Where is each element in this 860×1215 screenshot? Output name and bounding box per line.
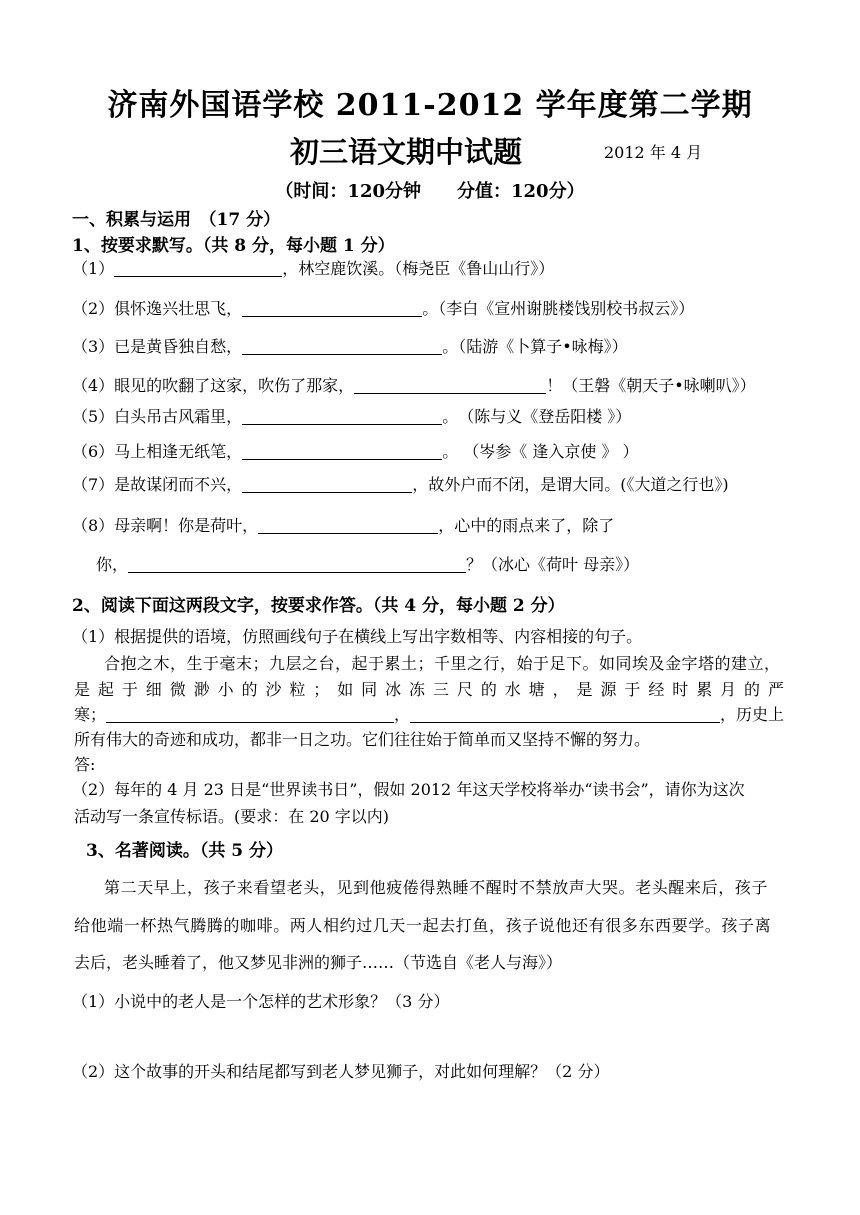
answer-blank[interactable]: [410, 705, 720, 723]
passage-text: 寒；: [74, 705, 107, 724]
passage-text: ，历史上: [720, 705, 785, 724]
item-prefix: 你，: [96, 555, 129, 574]
dictation-item-1: [72, 256, 554, 279]
answer-blank[interactable]: [258, 516, 438, 534]
dictation-item-8-cont: [96, 552, 639, 575]
q3-passage-line2: 给他端一杯热气腾腾的咖啡。两人相约过几天一起去打鱼，孩子说他还有很多东西要学。孩子离: [74, 916, 772, 935]
q2-passage-line1: 合抱之木，生于毫末；九层之台，起于累土；千里之行，始于足下。如同埃及金字塔的建立，: [104, 654, 781, 673]
item-prefix: （7）是故谋闭而不兴，: [72, 475, 243, 494]
question-2-heading: 2、阅读下面这两段文字，按要求作答。（共 4 分，每小题 2 分）: [72, 596, 565, 616]
q2-sub2-line1: （2）每年的 4 月 23 日是“世界读书日”，假如 2012 年这天学校将举办“读书会”，请你为这次: [72, 780, 745, 799]
item-prefix: （2）俱怀逸兴壮思飞，: [72, 299, 243, 318]
answer-blank[interactable]: [242, 475, 412, 493]
item-suffix: ！（王磐《朝天子•咏喇叭》）: [546, 376, 756, 395]
item-suffix: 。（陆游《卜算子•咏梅》）: [442, 337, 628, 356]
question-1-heading: 1、按要求默写。（共 8 分，每小题 1 分）: [72, 236, 395, 256]
question-3-heading: 3、名著阅读。（共 5 分）: [86, 841, 283, 861]
section-heading: 一、积累与运用 （17 分）: [72, 210, 281, 230]
exam-date: 2012 年 4 月: [604, 143, 703, 162]
item-suffix: ，林空鹿饮溪。（梅尧臣《鲁山山行》）: [282, 259, 555, 278]
answer-blank[interactable]: [354, 376, 546, 394]
item-suffix: 。 （岑参《 逢入京使 》 ）: [442, 442, 639, 461]
q3-passage-line1: 第二天早上，孩子来看望老头，见到他疲倦得熟睡不醒时不禁放声大哭。老头醒来后，孩子: [104, 878, 769, 897]
answer-blank[interactable]: [242, 442, 442, 460]
dictation-item-7: [72, 472, 729, 495]
answer-blank[interactable]: [114, 259, 282, 277]
answer-blank[interactable]: [242, 337, 442, 355]
dictation-item-6: [72, 439, 639, 462]
dictation-item-5: [72, 404, 631, 427]
q3-passage-line3: 去后，老头睡着了，他又梦见非洲的狮子……（节选自《老人与海》）: [74, 953, 563, 972]
answer-blank[interactable]: [242, 299, 422, 317]
item-prefix: （5）白头吊古风霜里，: [72, 407, 243, 426]
item-prefix: （8）母亲啊！你是荷叶，: [72, 516, 259, 535]
passage-text: ，: [394, 705, 411, 724]
answer-blank[interactable]: [128, 555, 466, 573]
item-suffix: 。（李白《宣州谢朓楼饯别校书叔云》）: [422, 299, 695, 318]
exam-subtitle: 初三语文期中试题: [290, 135, 523, 169]
q3-sub1: （1）小说中的老人是一个怎样的艺术形象？（3 分）: [72, 992, 450, 1011]
q2-passage-line4: 所有伟大的奇迹和成功，都非一日之功。它们往往始于简单而又坚持不懈的努力。: [74, 730, 651, 749]
item-suffix: 。 （陈与义《登岳阳楼 》）: [442, 407, 632, 426]
item-prefix: （3）已是黄昏独自愁，: [72, 337, 243, 356]
answer-label: 答:: [74, 755, 96, 774]
answer-blank[interactable]: [242, 407, 442, 425]
answer-blank[interactable]: [106, 705, 394, 723]
q2-sub2-line2: 活动写一条宣传标语。(要求：在 20 字以内): [74, 807, 390, 826]
dictation-item-4: [72, 373, 756, 396]
item-prefix: （1）: [72, 259, 115, 278]
q2-sub1: （1）根据提供的语境，仿照画线句子在横线上写出字数相等、内容相接的句子。: [72, 627, 643, 646]
item-prefix: （6）马上相逢无纸笔，: [72, 442, 243, 461]
item-suffix: ，心中的雨点来了，除了: [438, 516, 615, 535]
item-suffix: ，故外户而不闭，是谓大同。(《大道之行也》): [412, 475, 729, 494]
dictation-item-2: [72, 296, 694, 319]
q2-passage-line3: [74, 702, 784, 725]
q2-passage-line2: 是起于细微渺小的沙粒；如同冰冻三尺的水塘，是源于经时累月的严: [74, 680, 790, 699]
exam-time-score: （时间：120分钟 分值：120分）: [275, 181, 585, 202]
item-prefix: （4）眼见的吹翻了这家，吹伤了那家，: [72, 376, 355, 395]
exam-title: 济南外国语学校 2011-2012 学年度第二学期: [107, 88, 753, 123]
dictation-item-8: [72, 513, 614, 536]
dictation-item-3: [72, 334, 628, 357]
q3-sub2: （2）这个故事的开头和结尾都写到老人梦见狮子，对此如何理解？（2 分）: [72, 1062, 610, 1081]
item-suffix: ？（冰心《荷叶 母亲》）: [466, 555, 640, 574]
